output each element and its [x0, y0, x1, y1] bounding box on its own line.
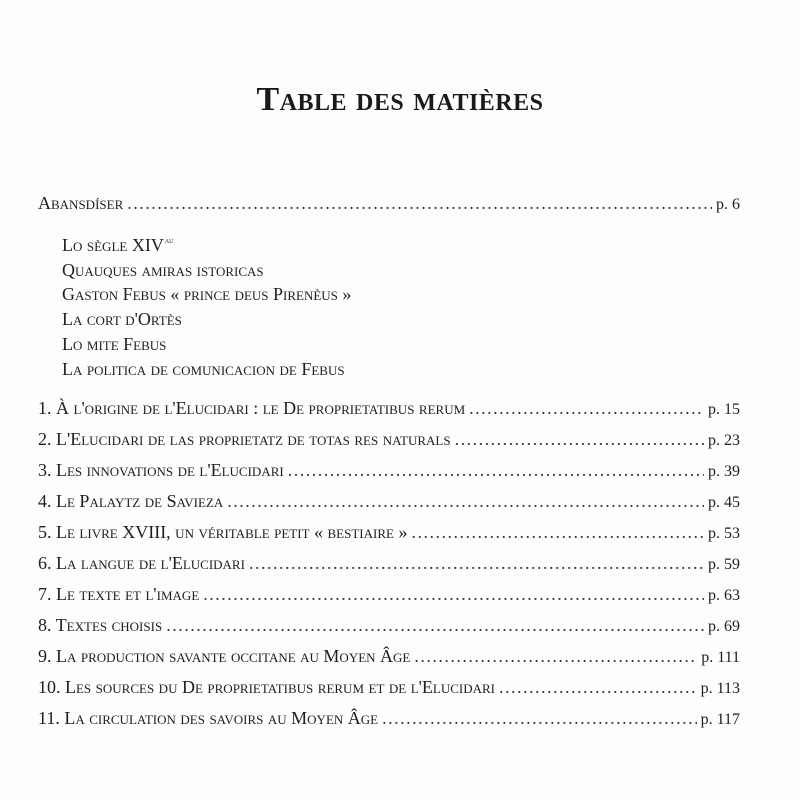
toc-page-number: p. 6 [716, 196, 740, 213]
toc-entry-label: 7. Le texte et l'image [38, 584, 200, 604]
toc-page-number: p. 23 [708, 432, 740, 449]
toc-entry-label: 11. La circulation des savoirs au Moyen Âge [38, 708, 379, 728]
toc-entry-label: 5. Le livre XVIII, un véritable petit « bestiaire » [38, 522, 408, 542]
dot-leader [249, 553, 704, 574]
toc-entry-label: 10. Les sources du De proprietatibus rerum et de l'Elucidari [38, 677, 495, 697]
toc-entry-chapter-6[interactable] [38, 553, 740, 574]
toc-entry-chapter-4[interactable] [38, 491, 740, 512]
toc-page-number: p. 59 [708, 556, 740, 573]
toc-entry-intro[interactable] [38, 193, 740, 214]
subsection-text: Lo sègle XIV [62, 235, 164, 255]
dot-leader [499, 677, 697, 698]
dot-leader [411, 522, 704, 543]
subsection-item[interactable] [62, 228, 351, 258]
toc-entry-chapter-11[interactable] [38, 708, 740, 729]
dot-leader [203, 584, 704, 605]
toc-entry-chapter-8[interactable] [38, 615, 740, 636]
toc-page-number: p. 69 [708, 618, 740, 635]
toc-page-number: p. 39 [708, 463, 740, 480]
toc-entry-label: 6. La langue de l'Elucidari [38, 553, 245, 573]
dot-leader [166, 615, 704, 636]
toc-entry-label: 9. La production savante occitane au Moyen Âge [38, 646, 411, 666]
toc-entry-chapter-7[interactable] [38, 584, 740, 605]
toc-page-number: p. 53 [708, 525, 740, 542]
subsection-text: Gaston Febus « prince deus Pirenèus » [62, 284, 352, 305]
dot-leader [414, 646, 697, 667]
page-title: Table des matières [256, 80, 544, 118]
toc-entry-label: 4. Le Palaytz de Savieza [38, 491, 224, 511]
toc-entry-chapter-10[interactable] [38, 677, 740, 698]
dot-leader [127, 193, 712, 214]
toc-entry-chapter-2[interactable] [38, 429, 740, 450]
subsection-item[interactable] [62, 307, 351, 332]
intro-subsection-list [62, 228, 351, 381]
dot-leader [288, 460, 704, 481]
toc-page-number: p. 111 [701, 649, 740, 666]
toc-page-number: p. 63 [708, 587, 740, 604]
dot-leader [227, 491, 704, 512]
toc-entry-label: Abansdíser [38, 193, 124, 213]
toc-entry-chapter-9[interactable] [38, 646, 740, 667]
toc-entry-chapter-5[interactable] [38, 522, 740, 543]
subsection-item[interactable] [62, 258, 351, 283]
toc-entry-label: 2. L'Elucidari de las proprietatz de totas res naturals [38, 429, 451, 449]
subsection-item[interactable] [62, 332, 351, 357]
subsection-text: Quauques amiras istoricas [62, 259, 264, 280]
subsection-superscript: au [164, 235, 174, 245]
toc-entry-label: 8. Textes choisis [38, 615, 163, 635]
toc-page-number: p. 113 [700, 680, 740, 697]
toc-entry-label: 3. Les innovations de l'Elucidari [38, 460, 284, 480]
toc-page-number: p. 117 [700, 711, 740, 728]
subsection-text: Lo mite Febus [62, 333, 167, 354]
toc-page-number: p. 45 [708, 494, 740, 511]
toc-entry-chapter-1[interactable] [38, 398, 740, 419]
toc-entry-label: 1. À l'origine de l'Elucidari : le De proprietatibus rerum [38, 398, 466, 418]
subsection-item[interactable] [62, 357, 351, 382]
dot-leader [382, 708, 696, 729]
subsection-text: La politica de comunicacion de Febus [62, 358, 345, 379]
toc-entry-chapter-3[interactable] [38, 460, 740, 481]
dot-leader [455, 429, 704, 450]
subsection-item[interactable] [62, 282, 351, 307]
subsection-text: La cort d'Ortès [62, 309, 182, 330]
dot-leader [469, 398, 704, 419]
toc-page-number: p. 15 [708, 401, 740, 418]
